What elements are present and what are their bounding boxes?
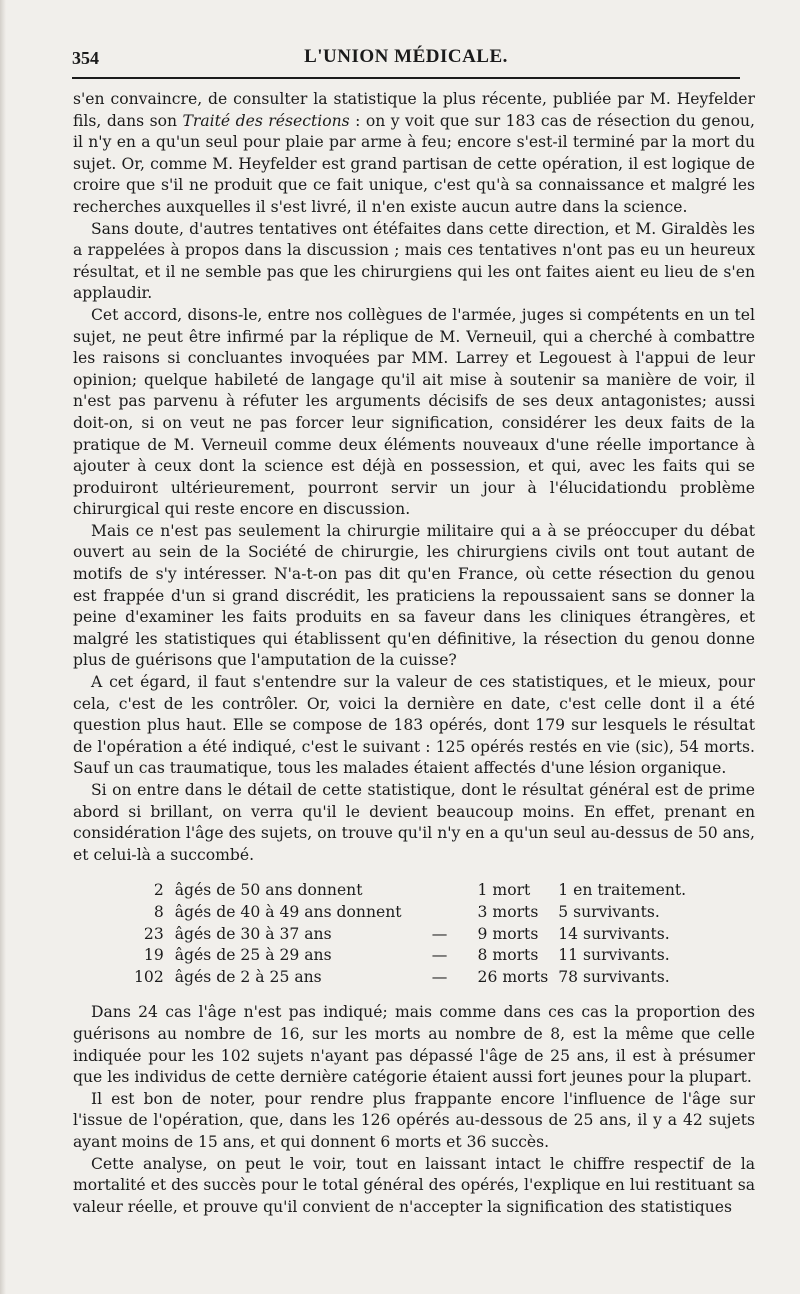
row-deaths: 9 morts — [477, 924, 539, 943]
row-separator: — — [431, 946, 448, 965]
paragraph-8: Il est bon de noter, pour rendre plus frappante encore l'influence de l'âge sur l'issue de l'opération, que, dans les 126 opérés au-dessous de 25 ans, il y a 42 sujets ayant moins de 15 ans, et qui donnent 6 morts et 36 succès. — [73, 1089, 755, 1151]
paragraph-4: Mais ce n'est pas seulement la chirurgie militaire qui a à se préoccuper du débat ouvert au sein de la Société de chirurgie, les chirurgiens civils ont tout autant de motifs de s'y intéresser. N'a-t-on pas dit qu'en France, où cette résection du genou est frappée d'un si grand discrédit, les praticiens la repoussaient sans se donner la peine d'examiner les faits produits en sa faveur dans les cliniques étrangères, et malgré les statistiques qui établissent qu'en définitive, la résection du genou donne plus de guérisons que l'amputation de la cuisse? — [73, 521, 755, 670]
row-ages: âgés de 50 ans donnent — [174, 881, 363, 900]
article-body — [73, 89, 755, 1218]
row-deaths: 26 morts — [477, 967, 549, 986]
running-title: L'UNION MÉDICALE. — [304, 46, 508, 67]
row-separator — [407, 880, 473, 902]
table-row — [129, 945, 691, 967]
row-count: 102 — [134, 967, 164, 986]
row-outcome: 5 survivants. — [558, 902, 660, 921]
row-count: 23 — [143, 924, 164, 943]
table-row — [129, 967, 691, 989]
row-outcome: 14 survivants. — [558, 924, 670, 943]
page-edge-shadow — [0, 0, 6, 1294]
row-outcome: 11 survivants. — [558, 946, 670, 965]
paragraph-9: Cette analyse, on peut le voir, tout en laissant intact le chiffre respectif de la mortalité et des succès pour le total général des opérés, l'explique en lui restituant sa valeur réelle, et prouve qu'il convient de n'accepter la signification des statistiques — [73, 1154, 755, 1216]
table-row — [129, 924, 691, 946]
row-count: 8 — [153, 902, 164, 921]
row-deaths: 1 mort — [477, 881, 531, 900]
paragraph-1-text-b: : on y voit que sur 183 cas de résection du genou, il n'y en a qu'un seul pour plaie par arme à feu; encore s'est-il terminé par la mort du sujet. Or, comme M. Heyfelder est grand partisan de cette opération, il est logique de croire que s'il ne produit que ce fait unique, c'est qu'à sa connaissance et malgré les recherches auxquelles il s'est livré, il n'en existe aucun autre dans la science. — [73, 111, 755, 216]
row-separator — [407, 902, 473, 924]
row-separator: — — [431, 924, 448, 943]
paragraph-3: Cet accord, disons-le, entre nos collègues de l'armée, juges si compétents en un tel sujet, ne peut être infirmé par la réplique de M. Verneuil, qui a cherché à combattre les raisons si concluantes invoquées par MM. Larrey et Legouest à l'appui de leur opinion; quelque habileté de langage qu'il ait mise à soutenir sa manière de voir, il n'est pas parvenu à réfuter les arguments décisifs de ses deux antagonistes; aussi doit-on, si on veut ne pas forcer leur signification, considérer les deux faits de la pratique de M. Verneuil comme deux éléments nouveaux d'une réelle importance à ajouter à ceux dont la science est déjà en possession, et qui, avec les faits qui se produiront ultérieurement, pourront servir un jour à l'élucidationdu problème chirurgical qui reste encore en discussion. — [73, 305, 755, 519]
paragraph-5: A cet égard, il faut s'entendre sur la valeur de ces statistiques, et le mieux, pour cela, c'est de les contrôler. Or, voici la dernière en date, c'est celle dont il a été question plus haut. Elle se compose de 183 opérés, dont 179 sur lesquels le résultat de l'opération a été indiqué, c'est le suivant : 125 opérés restés en vie (sic), 54 morts. Sauf un cas traumatique, tous les malades étaient affectés d'une lésion organique. — [73, 673, 755, 778]
table-row — [129, 902, 691, 924]
page-number: 354 — [72, 48, 99, 68]
row-ages: âgés de 2 à 25 ans — [174, 967, 322, 986]
row-deaths: 3 morts — [477, 902, 539, 921]
table-row — [129, 880, 691, 902]
paragraph-1 — [73, 89, 755, 219]
row-ages: âgés de 25 à 29 ans — [174, 946, 332, 965]
row-outcome: 1 en traitement. — [558, 881, 687, 900]
page-header — [72, 44, 740, 74]
row-count: 2 — [153, 881, 164, 900]
row-outcome: 78 survivants. — [558, 967, 670, 986]
age-statistics-table — [129, 880, 691, 988]
paragraph-6: Si on entre dans le détail de cette statistique, dont le résultat général est de prime abord si brillant, on verra qu'il le devient beaucoup moins. En effet, prenant en considération l'âge des sujets, on trouve qu'il n'y en a qu'un seul au-dessus de 50 ans, et celui-là a succombé. — [73, 781, 755, 864]
row-ages: âgés de 30 à 37 ans — [174, 924, 332, 943]
paragraph-7: Dans 24 cas l'âge n'est pas indiqué; mais comme dans ces cas la proportion des guérisons au nombre de 16, sur les morts au nombre de 8, est la même que celle indiquée pour les 102 sujets n'ayant pas dépassé l'âge de 25 ans, il est à présumer que les individus de cette dernière catégorie étaient aussi fort jeunes pour la plupart. — [73, 1003, 755, 1087]
paragraph-2: Sans doute, d'autres tentatives ont étéfaites dans cette direction, et M. Giraldès les a rappelées à propos dans la discussion ; mais ces tentatives n'ont pas eu un heureux résultat, et il ne semble pas que les chirurgiens qui les ont faites aient eu lieu de s'en applaudir. — [73, 219, 755, 303]
row-separator: — — [431, 967, 448, 986]
row-ages: âgés de 40 à 49 ans donnent — [174, 902, 402, 921]
row-count: 19 — [143, 946, 164, 965]
header-rule — [72, 77, 740, 79]
row-deaths: 8 morts — [477, 946, 539, 965]
paragraph-1-text-a: s'en convaincre, de consulter la statistique la plus récente, publiée par M. Heyfelder fils, dans son — [73, 90, 755, 130]
book-title: Traité des résections — [182, 111, 350, 130]
